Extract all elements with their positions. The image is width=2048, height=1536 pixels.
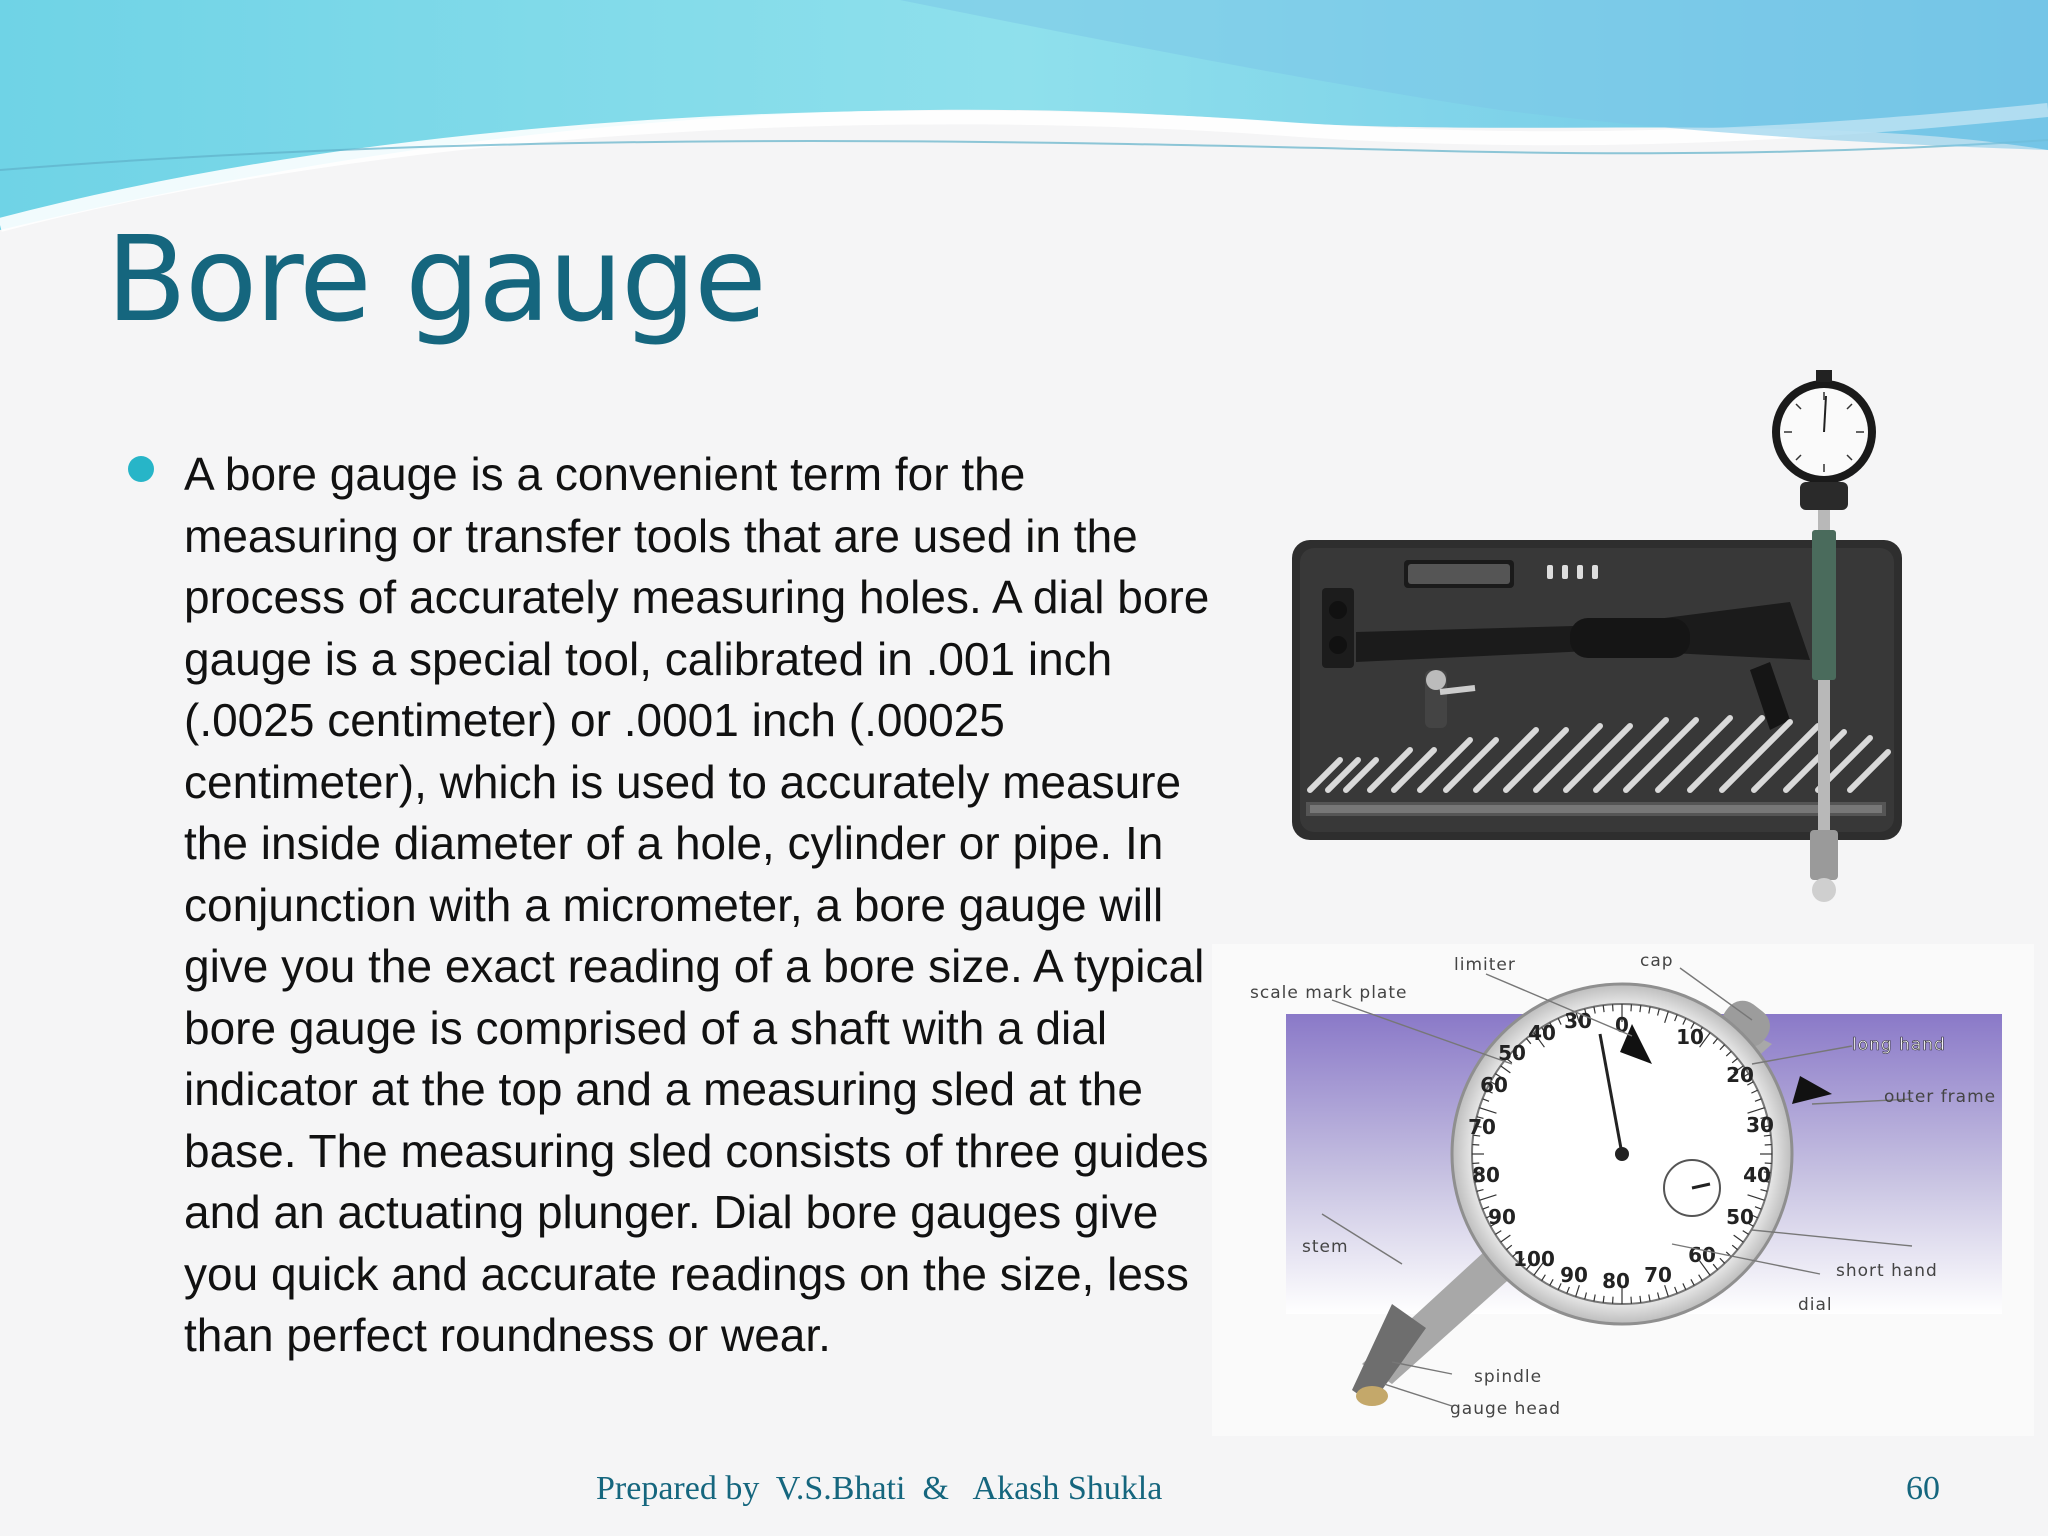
slide-title: Bore gauge — [106, 210, 765, 348]
label-limiter: limiter — [1454, 955, 1516, 975]
label-scale-mark-plate: scale mark plate — [1250, 983, 1408, 1003]
page-number: 60 — [1906, 1470, 1940, 1507]
bore-gauge-kit-image — [1270, 370, 1940, 910]
label-cap: cap — [1640, 951, 1674, 971]
label-short-hand: short hand — [1836, 1261, 1938, 1281]
svg-text:100: 100 — [1513, 1247, 1555, 1271]
label-outer-frame: outer frame — [1884, 1087, 1997, 1107]
label-stem: stem — [1302, 1237, 1349, 1257]
svg-text:40: 40 — [1743, 1163, 1771, 1187]
svg-text:30: 30 — [1746, 1113, 1774, 1137]
svg-text:90: 90 — [1488, 1205, 1516, 1229]
svg-text:10: 10 — [1676, 1025, 1704, 1049]
footer-credit: Prepared by V.S.Bhati & Akash Shukla — [596, 1470, 1163, 1507]
svg-text:60: 60 — [1480, 1073, 1508, 1097]
label-long-hand: long hand — [1852, 1035, 1946, 1055]
svg-text:50: 50 — [1726, 1205, 1754, 1229]
svg-text:0: 0 — [1615, 1013, 1629, 1037]
header-wave-decoration — [0, 0, 2048, 240]
svg-text:80: 80 — [1602, 1269, 1630, 1293]
svg-text:80: 80 — [1472, 1163, 1500, 1187]
bullet-icon — [128, 456, 154, 482]
svg-text:60: 60 — [1688, 1243, 1716, 1267]
label-spindle: spindle — [1474, 1367, 1543, 1387]
svg-text:70: 70 — [1468, 1115, 1496, 1139]
label-dial: dial — [1798, 1295, 1833, 1315]
svg-text:90: 90 — [1560, 1263, 1588, 1287]
svg-text:20: 20 — [1726, 1063, 1754, 1087]
svg-text:70: 70 — [1644, 1263, 1672, 1287]
dial-indicator-diagram — [1212, 944, 2034, 1436]
svg-text:30: 30 — [1564, 1009, 1592, 1033]
label-gauge-head: gauge head — [1450, 1399, 1562, 1419]
svg-text:50: 50 — [1498, 1041, 1526, 1065]
body-paragraph: A bore gauge is a convenient term for the measuring or transfer tools that are used in the process of accurately measuring holes. A dial bore gauge is a special tool, calibrated in .001 inch (.0025 centimeter) or .0001 inch (.00025 centimeter), which is used to accurately measure the inside diameter of a hole, cylinder or pipe. In conjunction with a micrometer, a bore gauge will give you the exact reading of a bore size. A typical bore gauge is comprised of a shaft with a dial indicator at the top and a measuring sled at the base. The measuring sled consists of three guides and an actuating plunger. Dial bore gauges give you quick and accurate readings on the size, less than perfect roundness or wear. — [184, 448, 1210, 1361]
svg-text:40: 40 — [1528, 1021, 1556, 1045]
